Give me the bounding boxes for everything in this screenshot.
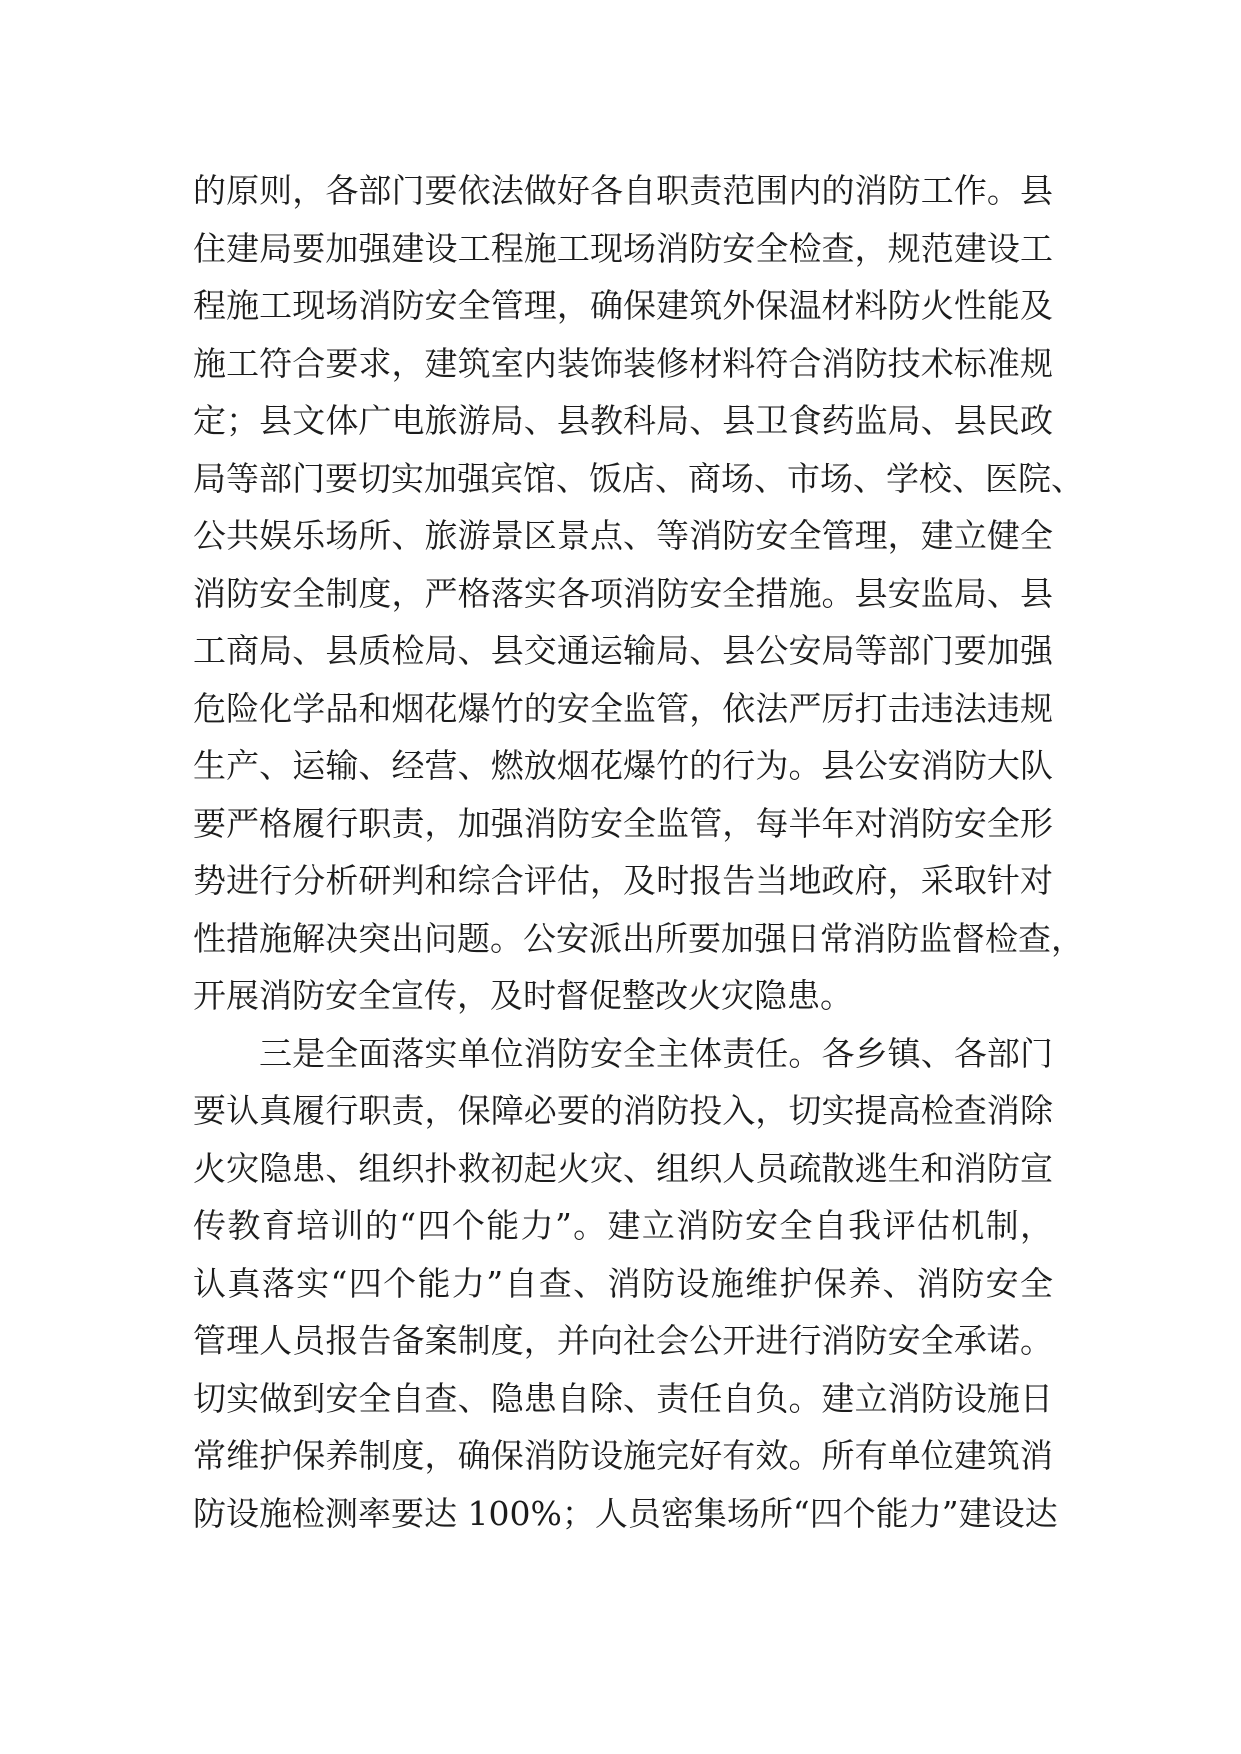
- text-line: 传教育培训的“四个能力”。建立消防安全自我评估机制，: [193, 1206, 1053, 1245]
- text-line: 程施工现场消防安全管理，确保建筑外保温材料防火性能及: [193, 286, 1053, 325]
- text-line: 切实做到安全自查、隐患自除、责任自负。建立消防设施日: [193, 1378, 1053, 1418]
- paragraph-1: [193, 162, 1084, 1025]
- text-line: 三是全面落实单位消防安全主体责任。各乡镇、各部门: [259, 1033, 1053, 1073]
- text-line: 火灾隐患、组织扑救初起火灾、组织人员疏散逃生和消防宣: [193, 1148, 1053, 1188]
- text-line: 工商局、县质检局、县交通运输局、县公安局等部门要加强: [193, 631, 1053, 670]
- text-line: 要认真履行职责，保障必要的消防投入，切实提高检查消除: [193, 1091, 1053, 1130]
- text-line: 要严格履行职责，加强消防安全监管，每半年对消防安全形: [193, 803, 1053, 843]
- text-line: 住建局要加强建设工程施工现场消防安全检查，规范建设工: [193, 228, 1053, 268]
- body-text: [193, 162, 1084, 1542]
- text-line: 局等部门要切实加强宾馆、饭店、商场、市场、学校、医院、: [193, 458, 1084, 498]
- text-line: 管理人员报告备案制度，并向社会公开进行消防安全承诺。: [193, 1321, 1053, 1360]
- text-line: 危险化学品和烟花爆竹的安全监管，依法严厉打击违法违规: [193, 688, 1053, 728]
- text-line: 定；县文体广电旅游局、县教科局、县卫食药监局、县民政: [193, 401, 1053, 440]
- text-line: 常维护保养制度，确保消防设施完好有效。所有单位建筑消: [193, 1436, 1053, 1475]
- text-line: 生产、运输、经营、燃放烟花爆竹的行为。县公安消防大队: [193, 746, 1053, 785]
- text-line: 防设施检测率要达 100%；人员密集场所“四个能力”建设达: [193, 1493, 1058, 1533]
- text-line: 势进行分析研判和综合评估，及时报告当地政府，采取针对: [193, 861, 1053, 900]
- text-line: 的原则，各部门要依法做好各自职责范围内的消防工作。县: [193, 171, 1053, 210]
- text-line: 消防安全制度，严格落实各项消防安全措施。县安监局、县: [193, 573, 1053, 613]
- text-line: 开展消防安全宣传，及时督促整改火灾隐患。: [193, 976, 853, 1015]
- text-line: 公共娱乐场所、旅游景区景点、等消防安全管理，建立健全: [193, 516, 1053, 555]
- text-line: 施工符合要求，建筑室内装饰装修材料符合消防技术标准规: [193, 343, 1053, 383]
- paragraph-2: [193, 1025, 1058, 1543]
- text-line: 性措施解决突出问题。公安派出所要加强日常消防监督检查，: [193, 918, 1084, 958]
- text-line: 认真落实“四个能力”自查、消防设施维护保养、消防安全: [193, 1263, 1053, 1303]
